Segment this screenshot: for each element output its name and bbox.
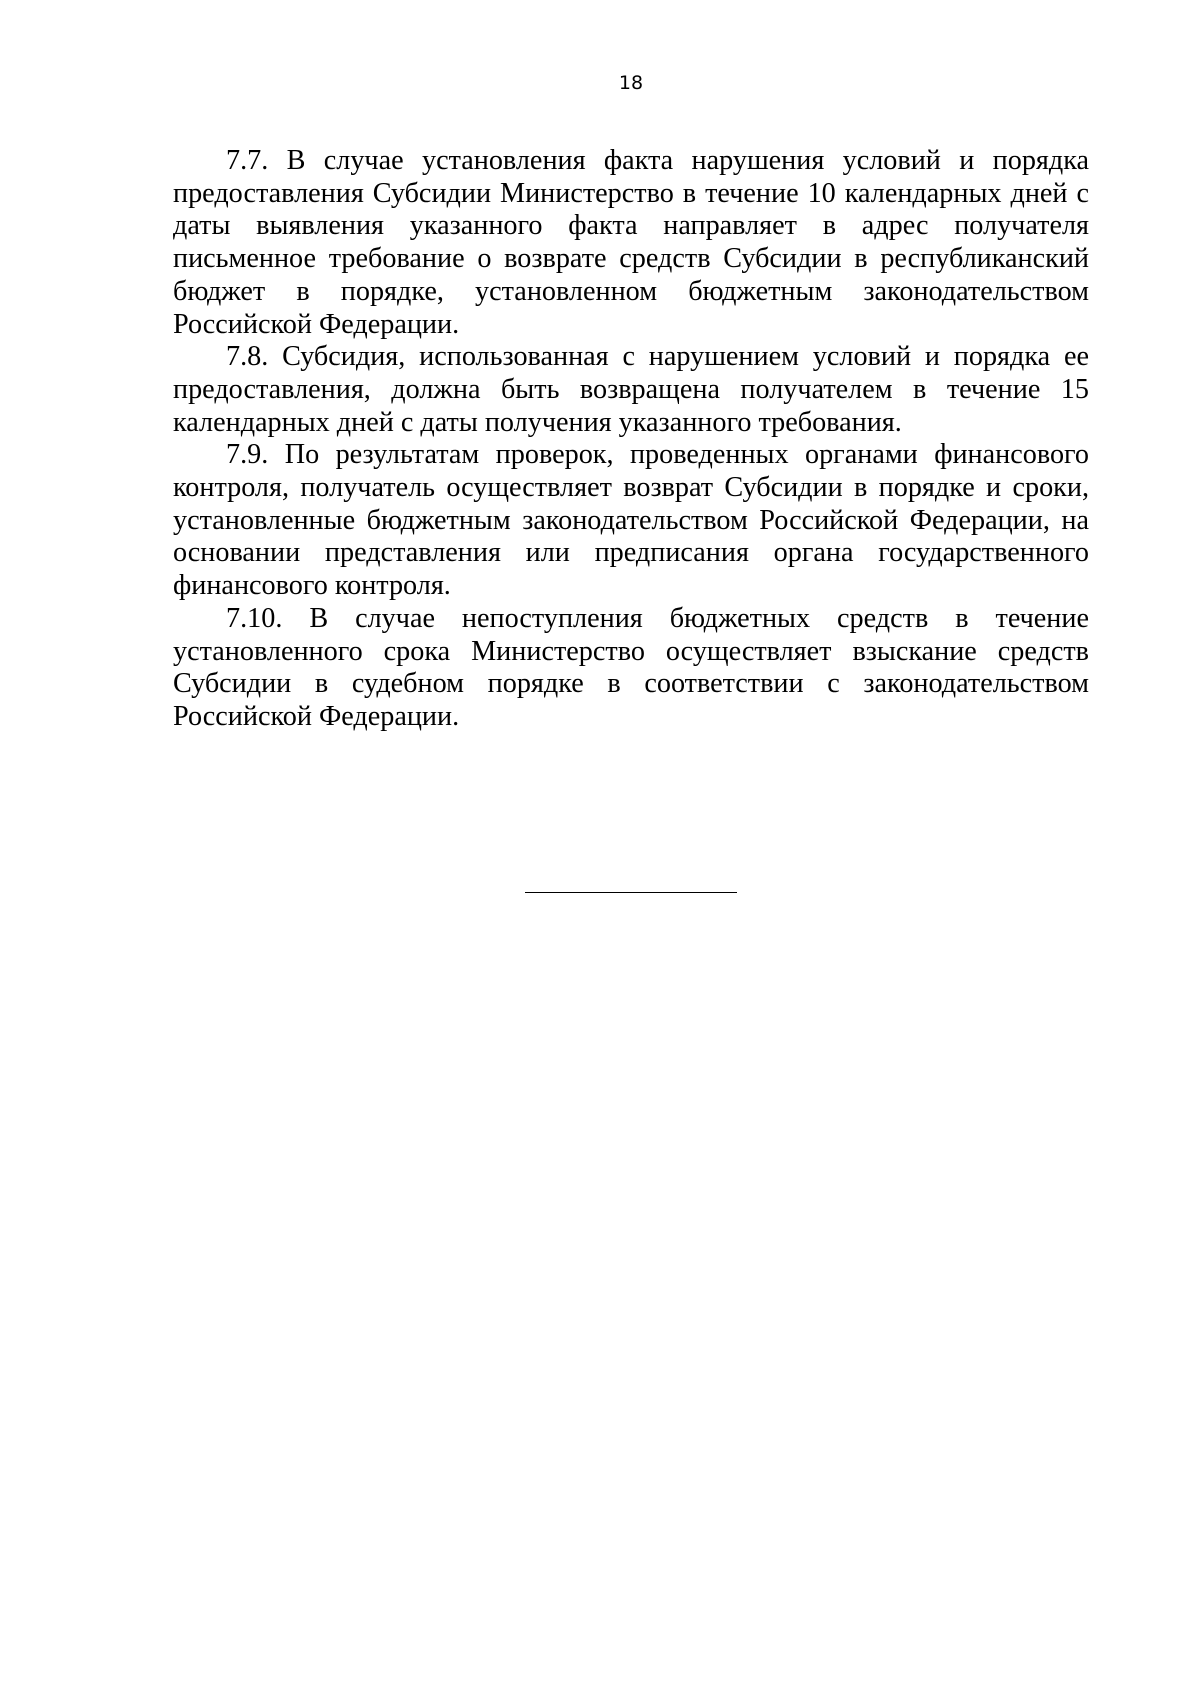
document-body — [173, 145, 1089, 734]
paragraph-7-7: 7.7. В случае установления факта нарушения условий и порядка предоставления Субсидии Министерство в течение 10 календарных дней с даты выявления указанного факта направляет в адрес получателя письменное требование о возврате средств Субсидии в республиканский бюджет в порядке, установленном бюджетным законодательством Российской Федерации. — [173, 145, 1089, 340]
paragraph-7-8: 7.8. Субсидия, использованная с нарушением условий и порядка ее предоставления, должна быть возвращена получателем в течение 15 календарных дней с даты получения указанного требования. — [173, 341, 1089, 438]
end-of-text-divider — [525, 892, 737, 893]
paragraph-7-9: 7.9. По результатам проверок, проведенных органами финансового контроля, получатель осуществляет возврат Субсидии в порядке и сроки, установленные бюджетным законодательством Российской Федерации, на основании представления или предписания органа государственного финансового контроля. — [173, 439, 1089, 602]
page-number: 18 — [618, 72, 644, 94]
paragraph-7-10: 7.10. В случае непоступления бюджетных средств в течение установленного срока Министерство осуществляет взыскание средств Субсидии в судебном порядке в соответствии с законодательством Российской Федерации. — [173, 602, 1089, 732]
